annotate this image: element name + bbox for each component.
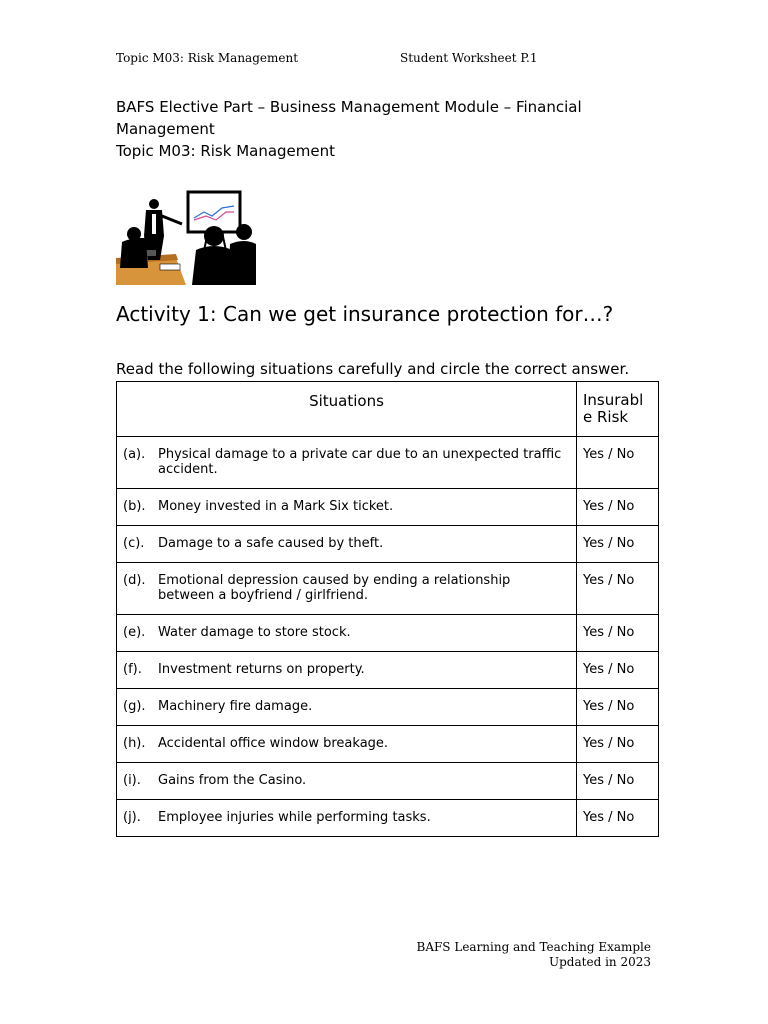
table-row [117,652,659,689]
table-row [117,763,659,800]
instruction-text: Read the following situations carefully and circle the correct answer. [116,360,630,378]
answer-choice[interactable]: Yes / No [583,573,635,588]
column-header-insurable-risk: Insurable Risk [577,382,659,437]
row-label: (h). [123,736,146,751]
answer-choice[interactable]: Yes / No [583,536,635,551]
title-line-1: BAFS Elective Part – Business Management Module – Financial Management [116,98,582,138]
table-row [117,563,659,615]
activity-heading: Activity 1: Can we get insurance protection for…? [116,302,614,326]
row-label: (i). [123,773,141,788]
table-header-row [117,382,659,437]
situation-text: Water damage to store stock. [158,625,351,640]
table-row [117,526,659,563]
row-label: (c). [123,536,145,551]
row-label: (e). [123,625,146,640]
presentation-meeting-illustration [116,190,256,285]
situations-table [116,381,659,837]
document-title [116,96,636,162]
answer-choice[interactable]: Yes / No [583,699,635,714]
situation-text: Money invested in a Mark Six ticket. [158,499,394,514]
header-topic: Topic M03: Risk Management [116,51,299,65]
table-row [117,489,659,526]
table-row [117,437,659,489]
situation-text: Physical damage to a private car due to an unexpected traffic accident. [158,447,562,477]
situation-text: Emotional depression caused by ending a relationship between a boyfriend / girlfriend. [158,573,511,603]
situation-text: Gains from the Casino. [158,773,307,788]
situation-text: Accidental office window breakage. [158,736,389,751]
answer-choice[interactable]: Yes / No [583,736,635,751]
answer-choice[interactable]: Yes / No [583,499,635,514]
row-label: (d). [123,573,146,588]
title-line-2: Topic M03: Risk Management [116,142,336,160]
table-row [117,615,659,652]
situation-text: Machinery fire damage. [158,699,313,714]
answer-choice[interactable]: Yes / No [583,773,635,788]
header-worksheet-page: Student Worksheet P.1 [400,51,538,65]
table-row [117,800,659,837]
column-header-situations: Situations [117,382,577,437]
footer [417,940,652,970]
row-label: (g). [123,699,146,714]
footer-line-2: Updated in 2023 [549,955,651,969]
answer-choice[interactable]: Yes / No [583,447,635,462]
footer-line-1: BAFS Learning and Teaching Example [416,940,651,954]
row-label: (b). [123,499,146,514]
answer-choice[interactable]: Yes / No [583,625,635,640]
answer-choice[interactable]: Yes / No [583,662,635,677]
answer-choice[interactable]: Yes / No [583,810,635,825]
situation-text: Investment returns on property. [158,662,365,677]
situation-text: Damage to a safe caused by theft. [158,536,384,551]
table-row [117,726,659,763]
row-label: (a). [123,447,146,462]
table-row [117,689,659,726]
row-label: (f). [123,662,142,677]
situation-text: Employee injuries while performing tasks. [158,810,431,825]
row-label: (j). [123,810,141,825]
